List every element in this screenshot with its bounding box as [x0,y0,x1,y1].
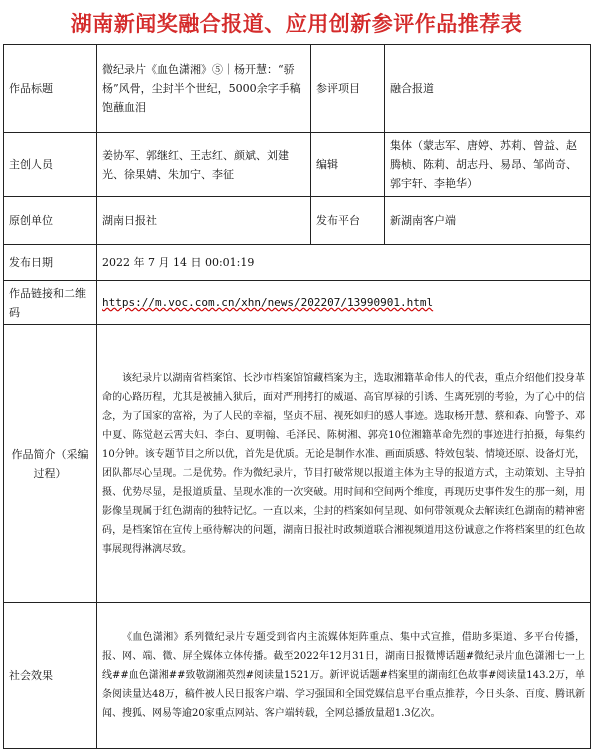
platform-value: 新湖南客户端 [385,197,591,245]
work-title-value: 微纪录片《血色潇湘》⑤｜杨开慧：“骄杨”风骨，尘封半个世纪，5000余字手稿饱蘸血泪 [97,45,311,133]
intro-label: 作品简介（采编过程） [4,325,97,603]
row-publish-date [4,245,591,281]
link-label: 作品链接和二维码 [4,281,97,325]
creators-label: 主创人员 [4,133,97,197]
intro-text: 该纪录片以湖南省档案馆、长沙市档案馆馆藏档案为主，选取湘籍革命伟人的代表，重点介绍他们投身革命的心路历程，尤其是被捕入狱后，面对严刑拷打的威逼、高官厚禄的引诱、生离死别的考验，为了心中的信念，为了国家的富裕，为了人民的幸福，坚贞不屈、视死如归的感人事迹。选取杨开慧、蔡和森、向警予、邓中夏、陈觉赵云霄夫妇、李白、夏明翰、毛泽民、陈树湘、郭亮10位湘籍革命先烈的事迹进行拍摄，每集约10分钟。该专题节目之所以优，首先是优质。无论是制作水准、画面质感、特效包装、情境还原、设备灯光，团队都尽心呈现。二是优势。作为微纪录片，节目打破常规以报道主体为主导的报道方式，主动策划、主导拍摄、优势尽显，是报道质量、呈现水准的一次突破。用时间和空间两个维度，再现历史事件发生的那一刻，用影像呈现属于红色湖南的独特记忆。一直以来，尘封的档案如何呈现、如何带领观众去解读红色湖南的精神密码，是档案馆在宣传上亟待解决的问题，湖南日报社时政频道联合湘视频道用这份诚意之作将档案里的红色故事展现得淋漓尽致。 [102,372,585,555]
category-value: 融合报道 [385,45,591,133]
row-introduction [4,325,591,603]
editors-value: 集体（蒙志军、唐婷、苏莉、曾益、赵腾桢、陈莉、胡志丹、易昂、邹尚奇、郭宇轩、李艳华） [385,133,591,197]
page-title: 湖南新闻奖融合报道、应用创新参评作品推荐表 [70,11,523,36]
creators-value: 姜协军、郭继红、王志红、颜斌、刘建光、徐果婧、朱加宁、李征 [97,133,311,197]
publish-date-value: 2022 年 7 月 14 日 00:01:19 [97,245,591,281]
intro-cell [97,325,591,603]
editors-label: 编辑 [311,133,385,197]
row-work-title [4,45,591,133]
platform-label: 发布平台 [311,197,385,245]
work-link[interactable]: https://m.voc.com.cn/xhn/news/202207/13990901.html [102,296,434,309]
row-link [4,281,591,325]
recommendation-form-table [3,44,591,749]
original-unit-value: 湖南日报社 [97,197,311,245]
row-original-unit [4,197,591,245]
work-title-label: 作品标题 [4,45,97,133]
category-label: 参评项目 [311,45,385,133]
row-creators [4,133,591,197]
link-cell [97,281,591,325]
publish-date-label: 发布日期 [4,245,97,281]
effect-text: 《血色潇湘》系列微纪录片专题受到省内主流媒体矩阵重点、集中式宣推，借助多渠道、多平台传播，报、网、端、微、屏全媒体立体传播。截至2022年12月31日，湖南日报微博话题#微纪录片血色潇湘七一上线##血色潇湘##致敬湖湘英烈#阅读量1521万。新评说话题#档案里的湖南红色故事#阅读量143.2万，单条阅读量达48万，稿件被人民日报客户端、学习强国和全国党媒信息平台重点推荐，今日头条、百度、腾讯新闻、搜狐、网易等逾20家重点网站、客户端转载，全网总播放量超1.3亿次。 [102,632,585,719]
effect-label: 社会效果 [4,603,97,749]
original-unit-label: 原创单位 [4,197,97,245]
